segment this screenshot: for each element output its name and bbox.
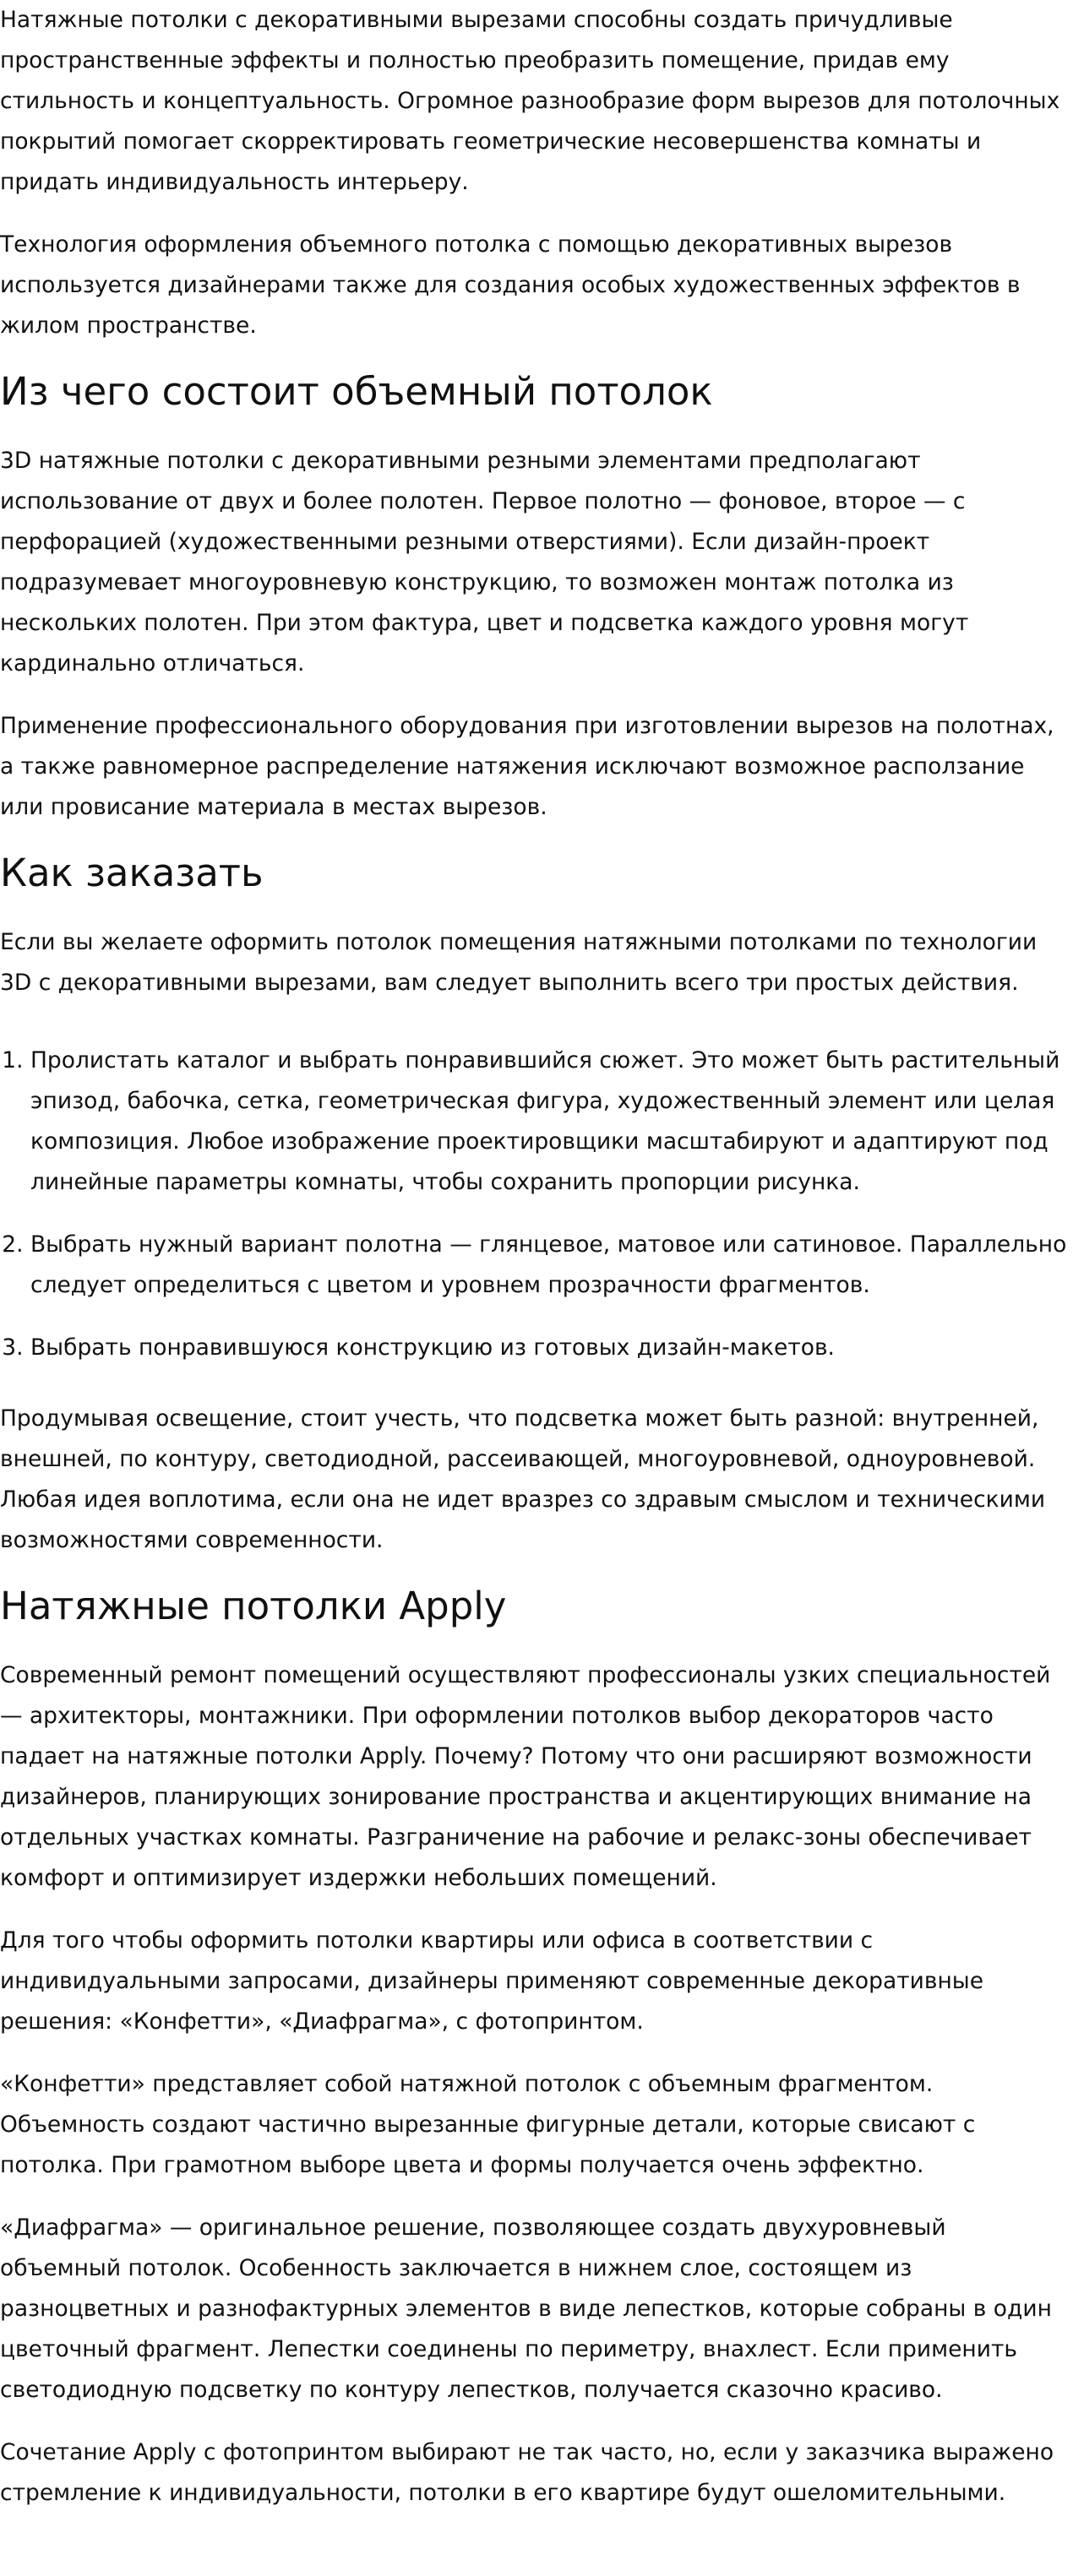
step-item: 2. Выбрать нужный вариант полотна — глянцевое, матовое или сатиновое. Параллельно следует определиться с цветом и уровнем прозрачности фрагментов.	[30, 1225, 1073, 1306]
intro-paragraph: Натяжные потолки с декоративными вырезами способны создать причудливые пространственные эффекты и полностью преобразить помещение, придав ему стильность и концептуальность. Огромное разнообразие форм вырезов для потолочных покрытий помогает скорректировать геометрические несовершенства комнаты и придать индивидуальность интерьеру.	[0, 7, 1060, 195]
section-paragraph: «Диафрагма» — оригинальное решение, позволяющее создать двухуровневый объемный потолок. Особенность заключается в нижнем слое, состоящем из разноцветных и разнофактурных элементов в виде лепестков, которые собраны в один цветочный фрагмент. Лепестки соединены по периметру, внахлест. Если применить светодиодную подсветку по контуру лепестков, получается сказочно красиво.	[0, 2215, 1052, 2403]
section-paragraph: Продумывая освещение, стоит учесть, что подсветка может быть разной: внутренней, внешней, по контуру, светодиодной, рассеивающей, многоуровневой, одноуровневой. Любая идея воплотима, если она не идет вразрез со здравым смыслом и техническими возможностями современности.	[0, 1405, 1046, 1553]
section-heading: Натяжные потолки Apply	[0, 1584, 507, 1628]
section-paragraph: Если вы желаете оформить потолок помещения натяжными потолками по технологии 3D с декоративными вырезами, вам следует выполнить всего три простых действия.	[0, 929, 1038, 996]
section-paragraph: 3D натяжные потолки с декоративными резными элементами предполагают использование от двух и более полотен. Первое полотно — фоновое, второе — с перфорацией (художественными резными отверстиями). Если дизайн-проект подразумевает многоуровневую конструкцию, то возможен монтаж потолка из нескольких полотен. При этом фактура, цвет и подсветка каждого уровня могут кардинально отличаться.	[0, 448, 969, 677]
section-paragraph: Для того чтобы оформить потолки квартиры или офиса в соответствии с индивидуальными запросами, дизайнеры применяют современные декоративные решения: «Конфетти», «Диафрагма», с фотопринтом.	[0, 1927, 984, 2035]
step-item: 3. Выбрать понравившуюся конструкцию из готовых дизайн-макетов.	[30, 1328, 1073, 1368]
section-heading: Из чего состоит объемный потолок	[0, 369, 713, 414]
section-paragraph: Применение профессионального оборудования при изготовлении вырезов на полотнах, а также равномерное распределение натяжения исключают возможное расползание или провисание материала в местах вырезов.	[0, 713, 1054, 820]
section-heading: Как заказать	[0, 851, 264, 895]
section-paragraph: Современный ремонт помещений осуществляют профессионалы узких специальностей — архитекторы, монтажники. При оформлении потолков выбор декораторов часто падает на натяжные потолки Apply. Почему? Потому что они расширяют возможности дизайнеров, планирующих зонирование пространства и акцентирующих внимание на отдельных участках комнаты. Разграничение на рабочие и релакс-зоны обеспечивает комфорт и оптимизирует издержки небольших помещений.	[0, 1662, 1051, 1891]
section-paragraph: Сочетание Apply с фотопринтом выбирают не так часто, но, если у заказчика выражено стремление к индивидуальности, потолки в его квартире будут ошеломительными.	[0, 2439, 1054, 2506]
section-paragraph: «Конфетти» представляет собой натяжной потолок с объемным фрагментом. Объемность создают частично вырезанные фигурные детали, которые свисают с потолка. При грамотном выборе цвета и формы получается очень эффектно.	[0, 2071, 976, 2178]
steps-list	[0, 1025, 1073, 1368]
intro-paragraph: Технология оформления объемного потолка с помощью декоративных вырезов используется дизайнерами также для создания особых художественных эффектов в жилом пространстве.	[0, 231, 1021, 339]
step-item: 1. Пролистать каталог и выбрать понравившийся сюжет. Это может быть растительный эпизод, бабочка, сетка, геометрическая фигура, художественный элемент или целая композиция. Любое изображение проектировщики масштабируют и адаптируют под линейные параметры комнаты, чтобы сохранить пропорции рисунка.	[30, 1041, 1073, 1203]
